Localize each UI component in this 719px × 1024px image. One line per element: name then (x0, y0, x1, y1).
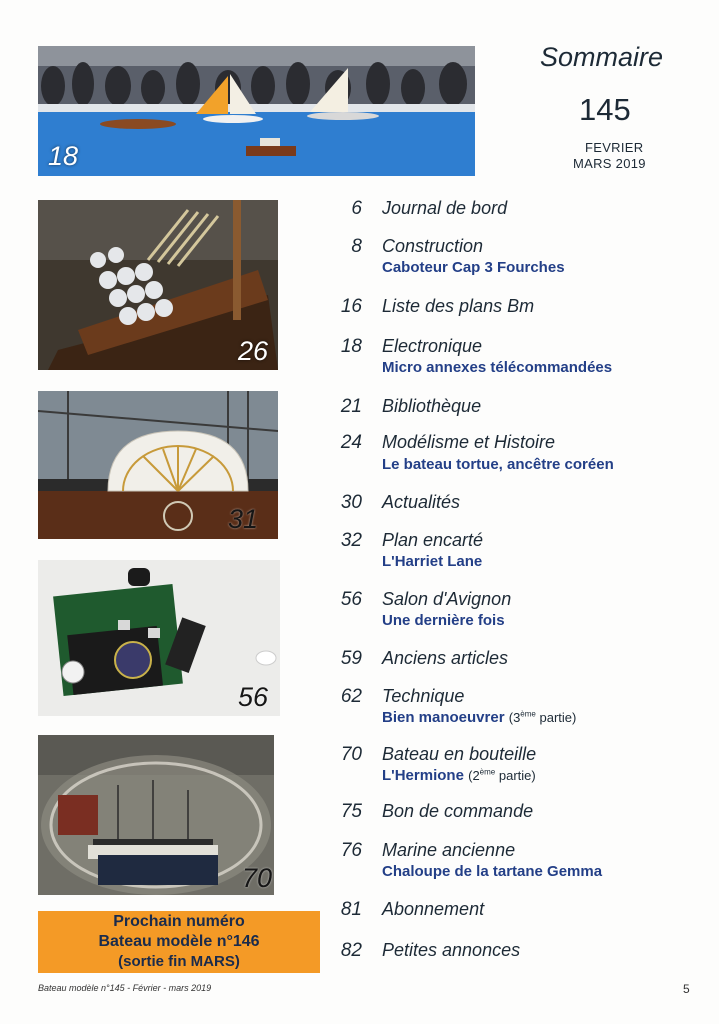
toc-subtitle-text: L'Hermione (382, 767, 464, 784)
photo-paddle-wheel (38, 391, 278, 539)
toc-page-number: 18 (340, 336, 362, 357)
photo-page-label: 18 (48, 141, 79, 171)
toc-page-number: 16 (340, 296, 362, 317)
toc-title: Marine ancienne (382, 840, 516, 860)
toc-title: Plan encarté (382, 530, 484, 550)
toc-title: Bateau en bouteille (382, 744, 537, 764)
part-number: 2 (472, 768, 480, 783)
toc-page-number: 76 (340, 840, 362, 861)
toc-page-number: 6 (351, 198, 362, 219)
photo-pool-boats (38, 46, 475, 176)
toc-page-number: 56 (340, 589, 362, 610)
issue-month: FEVRIER (585, 140, 644, 155)
toc-page-number: 70 (340, 744, 362, 765)
photo-page-label: 26 (238, 336, 269, 366)
photo-construction (38, 200, 278, 370)
toc-page-number: 21 (340, 396, 362, 417)
next-issue-release: (sortie fin MARS) (118, 953, 240, 970)
toc-page-number: 30 (340, 492, 362, 513)
toc-title: Technique (382, 686, 465, 706)
photo-page-label: 70 (242, 863, 273, 893)
toc-part-note: (3ème partie) (508, 709, 577, 725)
page-title: Sommaire (540, 42, 664, 72)
next-issue-line: Prochain numéro (113, 913, 245, 930)
toc-part-note: (2ème partie) (468, 767, 536, 783)
toc-page-number: 32 (340, 530, 362, 551)
part-superscript: ème (479, 767, 496, 777)
toc-title: Journal de bord (382, 198, 508, 218)
footer-page-number: 5 (683, 982, 690, 996)
toc-subtitle: Une dernière fois (382, 612, 505, 629)
photo-electronics (38, 560, 280, 716)
toc-title: Actualités (382, 492, 461, 512)
part-number: 3 (513, 710, 521, 725)
issue-number: 145 (579, 92, 631, 127)
photo-page-label: 31 (228, 504, 259, 534)
next-issue-line: Bateau modèle n°146 (98, 933, 260, 950)
toc-title: Liste des plans Bm (382, 296, 535, 316)
toc-title: Electronique (382, 336, 483, 356)
toc-subtitle (382, 767, 536, 784)
toc-title: Construction (382, 236, 484, 256)
part-word: partie (539, 710, 573, 725)
toc-title: Modélisme et Histoire (382, 432, 556, 452)
toc-title: Anciens articles (382, 648, 509, 668)
footer-publication: Bateau modèle n°145 - Février - mars 2019 (38, 983, 212, 993)
toc-page-number: 62 (340, 686, 362, 707)
toc-title: Petites annonces (382, 940, 521, 960)
toc-title: Bibliothèque (382, 396, 482, 416)
toc-title: Bon de commande (382, 801, 534, 821)
toc-title: Salon d'Avignon (382, 589, 512, 609)
part-word: partie (498, 768, 532, 783)
toc-subtitle: Caboteur Cap 3 Fourches (382, 259, 565, 276)
toc-subtitle (382, 709, 576, 726)
next-issue-box (38, 911, 320, 973)
photo-page-label: 56 (238, 682, 269, 712)
toc-subtitle: L'Harriet Lane (382, 553, 483, 570)
toc-page-number: 81 (340, 899, 362, 920)
toc-page-number: 82 (340, 940, 362, 961)
toc-title: Abonnement (382, 899, 485, 919)
toc-subtitle: Le bateau tortue, ancêtre coréen (382, 456, 614, 473)
toc-page-number: 8 (351, 236, 362, 257)
toc-page-number: 59 (340, 648, 362, 669)
toc-page-number: 24 (340, 432, 362, 453)
issue-date: MARS 2019 (573, 156, 646, 171)
toc-subtitle: Chaloupe de la tartane Gemma (382, 863, 603, 880)
toc-page-number: 75 (340, 801, 362, 822)
photo-ship-in-bottle (38, 735, 274, 895)
part-superscript: ème (520, 709, 536, 719)
toc-subtitle: Micro annexes télécommandées (382, 359, 613, 376)
toc-subtitle-text: Bien manoeuvrer (382, 709, 505, 726)
